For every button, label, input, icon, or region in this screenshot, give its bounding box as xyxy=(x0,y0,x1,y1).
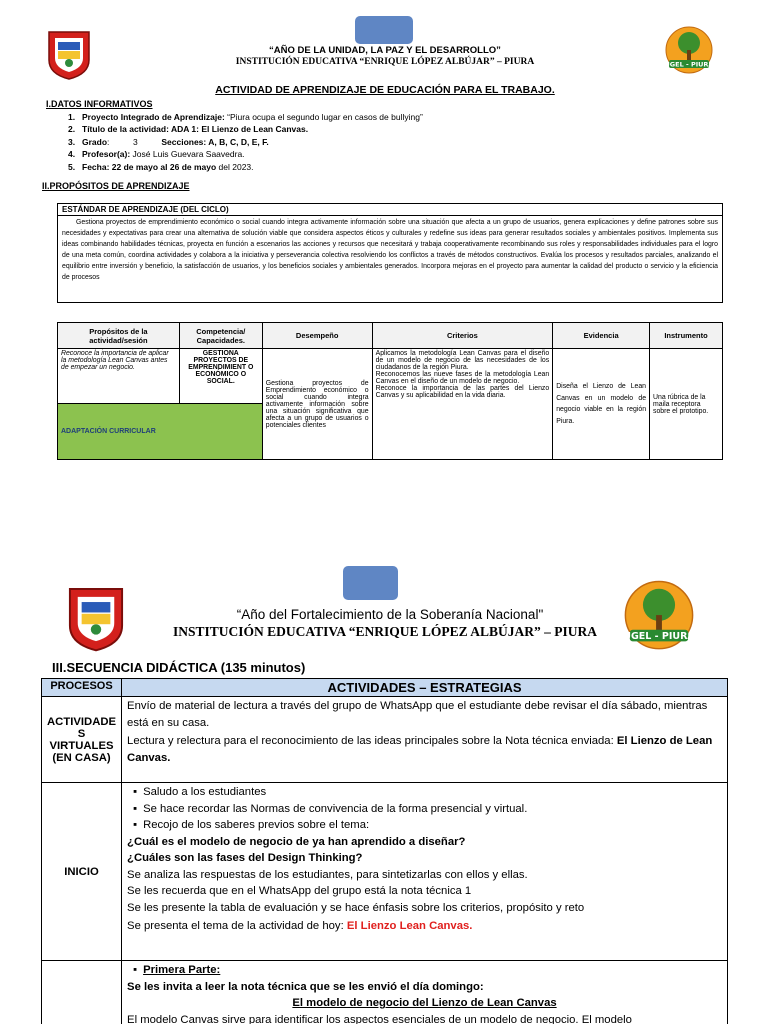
blue-tab-marker xyxy=(343,566,398,600)
cell-evidence: Diseña el Lienzo de Lean Canvas en un modelo de negocio viable en la región Piura. xyxy=(553,349,650,460)
th-evidence: Evidencia xyxy=(553,323,650,349)
activities-virtual: Envío de material de lectura a través del grupo de WhatsApp que el estudiante debe revisar el día sábado, mientras está en su casa. Lectura y relectura para el reconocimiento de las ideas principales sobre la Nota técnica enviada: El Lienzo de Lean Canvas. xyxy=(122,697,728,783)
info-item: 4. Profesor(a): José Luis Guevara Saavedra. xyxy=(68,149,245,160)
list-item: ▪ Saludo a los estudiantes xyxy=(127,784,722,801)
cell-instrument: Una rúbrica de la maila receptora sobre el prototipo. xyxy=(650,349,723,460)
th-performance: Desempeño xyxy=(262,323,372,349)
ugel-piura-logo-icon xyxy=(621,580,697,656)
cell-adaptation: ADAPTACIÓN CURRICULAR xyxy=(58,404,263,460)
activity-title: ACTIVIDAD DE APRENDIZAJE DE EDUCACIÓN PARA EL TRABAJO. xyxy=(215,84,555,96)
info-list xyxy=(68,111,423,173)
th-activities: ACTIVIDADES – ESTRATEGIAS xyxy=(122,679,728,697)
document-page-2 xyxy=(0,560,768,1024)
process-inicio: INICIO xyxy=(42,783,122,961)
blue-tab-marker xyxy=(355,16,413,44)
activities-desarrollo: ▪ Primera Parte: Se les invita a leer la nota técnica que se les envió el día domingo: El modelo de negocio del Lienzo de Lean Canvas El modelo Canvas sirve para identificar los aspectos esenciales de un modelo de negocio. El modelo xyxy=(122,961,728,1024)
th-competence: Competencia/ Capacidades. xyxy=(179,323,262,349)
info-item: 1. Proyecto Integrado de Aprendizaje: “Piura ocupa el segundo lugar en casos de bullying” xyxy=(68,112,423,122)
standard-body: Gestiona proyectos de emprendimiento económico o social cuando integra activamente información sobre una situación que afecta a un grupo de usuarios, genera explicaciones y define patrones sobre sus necesidades y expectativas para crear una alternativa de solución viable que considera aspectos éticos y culturales y redefine sus ideas para generar resultados sociales y ambientales positivos. Implementa sus ideas combinando habilidades técnicas, proyecta en función a escenarios las acciones y recursos que necesitará y trabaja cooperativamente recombinando sus roles y responsabilidades individuales para el logro de una meta común, coordina actividades y colabora a la iniciativa y perseverancia colectiva resolviendo los conflictos a través de métodos constructivos. Evalúa los procesos y resultados parciales, analizando el equilibrio entre inversión y beneficio, la satisfacción de usuarios, y los beneficios sociales y ambientales generados. Incorpora mejoras en el proyecto para aumentar la calidad del producto o servicio y la eficiencia de procesos xyxy=(62,219,718,281)
didactic-sequence-table xyxy=(41,678,728,1024)
th-criteria: Criterios xyxy=(372,323,553,349)
year-motto: “AÑO DE LA UNIDAD, LA PAZ Y EL DESARROLLO” xyxy=(269,45,501,56)
standard-box xyxy=(57,203,723,303)
institution-name: INSTITUCIÓN EDUCATIVA “ENRIQUE LÓPEZ ALBÚJAR” – PIURA xyxy=(172,624,598,639)
standard-heading: ESTÁNDAR DE APRENDIZAJE (DEL CICLO) xyxy=(58,204,722,216)
info-item: 5. Fecha: 22 de mayo al 26 de mayo del 2023. xyxy=(68,161,254,172)
school-shield-icon xyxy=(66,586,126,652)
institution-name: INSTITUCIÓN EDUCATIVA “ENRIQUE LÓPEZ ALBÚJAR” – PIURA xyxy=(235,57,535,67)
info-item: 3. Grado: 3 Secciones: A, B, C, D, E, F. xyxy=(68,136,269,147)
sequence-title: III.SECUENCIA DIDÁCTICA (135 minutos) xyxy=(52,660,306,675)
th-purpose: Propósitos de la actividad/sesión xyxy=(58,323,180,349)
year-motto: “Año del Fortalecimiento de la Soberanía Nacional" xyxy=(236,607,544,622)
activities-inicio: ▪ Saludo a los estudiantes ▪ Se hace recordar las Normas de convivencia de la forma presencial y virtual. ▪ Recojo de los saberes previos sobre el tema: ¿Cuál es el modelo de negocio de ya han aprendido a diseñar? ¿Cuáles son las fases del Design Thinking? Se analiza las respuestas de los estudiantes, para sintetizarlas con ellos y ellas. Se les recuerda que en el WhatsApp del grupo está la nota técnica 1 Se les presente la tabla de evaluación y se hace énfasis sobre los criterios, propósito y reto Se presenta el tema de la actividad de hoy: El Lienzo Lean Canvas. xyxy=(122,783,728,961)
th-processes: PROCESOS xyxy=(42,679,122,697)
th-instrument: Instrumento xyxy=(650,323,723,349)
cell-performance: Gestiona proyectos de Emprendimiento económico o social cuando integra activamente información sobre una situación significativa que afecta a un grupo de usuarios o potenciales clientes xyxy=(262,349,372,460)
cell-purpose: Reconoce la importancia de aplicar la metodología Lean Canvas antes de empezar un negocio. xyxy=(58,349,180,404)
school-shield-icon xyxy=(46,30,92,80)
process-virtual: ACTIVIDADE S VIRTUALES (EN CASA) xyxy=(42,697,122,783)
ugel-logo-text: UGEL - PIURA xyxy=(623,631,695,643)
list-item: ▪ Recojo de los saberes previos sobre el tema: xyxy=(127,817,722,834)
process-desarrollo xyxy=(42,961,122,1024)
cell-competence: GESTIONA PROYECTOS DE EMPRENDIMIENT O ECONÓMICO O SOCIAL. xyxy=(179,349,262,404)
purposes-table xyxy=(57,322,723,460)
list-item: ▪ Se hace recordar las Normas de convivencia de la forma presencial y virtual. xyxy=(127,801,722,818)
ugel-piura-logo-icon xyxy=(663,26,715,78)
info-item: 2. Título de la actividad: ADA 1: El Lienzo de Lean Canvas. xyxy=(68,124,309,135)
section-2-title: II.PROPÓSITOS DE APRENDIZAJE xyxy=(42,181,190,191)
section-1-title: I.DATOS INFORMATIVOS xyxy=(46,99,153,109)
cell-criteria: Aplicamos la metodología Lean Canvas para el diseño de un modelo de negocio de las necesidades de los ciudadanos de la región Piura. Reconocemos las nueve fases de la metodología Lean Canvas en el diseño de un modelo de negocio. Reconoce la importancia de las partes del Lienzo Canvas y su aplicabilidad en la vida diaria. xyxy=(372,349,553,460)
ugel-logo-text: UGEL - PIURA xyxy=(664,60,714,69)
